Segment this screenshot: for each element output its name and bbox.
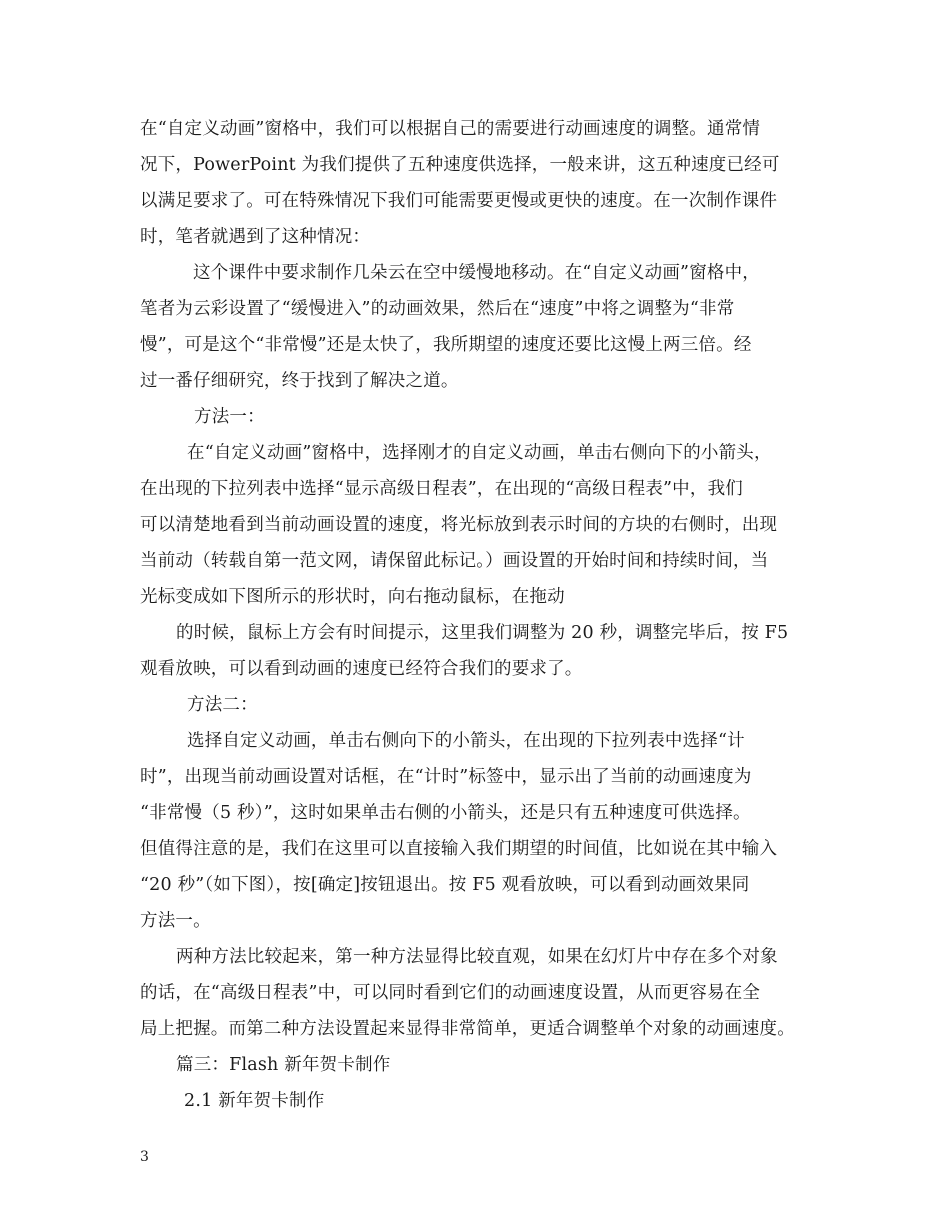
body-line-16: 观看放映，可以看到动画的速度已经符合我们的要求了。 (140, 659, 583, 679)
body-line-6: 笔者为云彩设置了“缓慢进入”的动画效果，然后在“速度”中将之调整为“非常 (140, 299, 735, 319)
section-heading-method-1: 方法一： (194, 407, 265, 427)
body-line-23: 方法一。 (140, 911, 211, 931)
body-line-3: 以满足要求了。可在特殊情况下我们可能需要更慢或更快的速度。在一次制作课件 (140, 191, 778, 211)
body-line-12: 可以清楚地看到当前动画设置的速度，将光标放到表示时间的方块的右侧时，出现 (140, 515, 778, 535)
body-line-10: 在“自定义动画”窗格中，选择刚才的自定义动画，单击右侧向下的小箭头， (187, 443, 772, 463)
body-line-14: 光标变成如下图所示的形状时，向右拖动鼠标，在拖动 (140, 587, 565, 607)
body-line-26: 局上把握。而第二种方法设置起来显得非常简单，更适合调整单个对象的动画速度。 (140, 1019, 795, 1039)
body-line-22: “20 秒”（如下图），按[确定]按钮退出。按 F5 观看放映，可以看到动画效果同 (140, 875, 750, 895)
body-line-1: 在“自定义动画”窗格中，我们可以根据自己的需要进行动画速度的调整。通常情 (140, 119, 761, 139)
body-line-15: 的时候，鼠标上方会有时间提示，这里我们调整为 20 秒，调整完毕后，按 F5 (176, 623, 789, 643)
section-heading-method-2: 方法二： (187, 695, 258, 715)
body-line-13: 当前动（转载自第一范文网，请保留此标记。）画设置的开始时间和持续时间，当 (140, 551, 769, 571)
body-line-4: 时，笔者就遇到了这种情况： (140, 227, 371, 247)
page-number: 3 (140, 1149, 149, 1165)
body-line-19: 时”，出现当前动画设置对话框，在“计时”标签中，显示出了当前的动画速度为 (140, 767, 752, 787)
body-line-5: 这个课件中要求制作几朵云在空中缓慢地移动。在“自定义动画”窗格中， (193, 263, 760, 283)
body-line-8: 过一番仔细研究，终于找到了解决之道。 (140, 371, 459, 391)
body-line-2: 况下，PowerPoint 为我们提供了五种速度供选择，一般来讲，这五种速度已经可 (140, 155, 780, 175)
body-line-7: 慢”，可是这个“非常慢”还是太快了，我所期望的速度还要比这慢上两三倍。经 (140, 335, 752, 355)
body-line-21: 但值得注意的是，我们在这里可以直接输入我们期望的时间值，比如说在其中输入 (140, 839, 778, 859)
subsection-heading-2-1: 2.1 新年贺卡制作 (184, 1091, 325, 1111)
section-heading-part-3: 篇三：Flash 新年贺卡制作 (176, 1055, 391, 1075)
body-line-25: 的话，在“高级日程表”中，可以同时看到它们的动画速度设置，从而更容易在全 (140, 983, 761, 1003)
body-line-24: 两种方法比较起来，第一种方法显得比较直观，如果在幻灯片中存在多个对象 (176, 947, 778, 967)
body-line-11: 在出现的下拉列表中选择“显示高级日程表”，在出现的“高级日程表”中，我们 (140, 479, 743, 499)
body-line-18: 选择自定义动画，单击右侧向下的小箭头，在出现的下拉列表中选择“计 (187, 731, 745, 751)
body-line-20: “非常慢（5 秒）”，这时如果单击右侧的小箭头，还是只有五种速度可供选择。 (140, 803, 751, 823)
